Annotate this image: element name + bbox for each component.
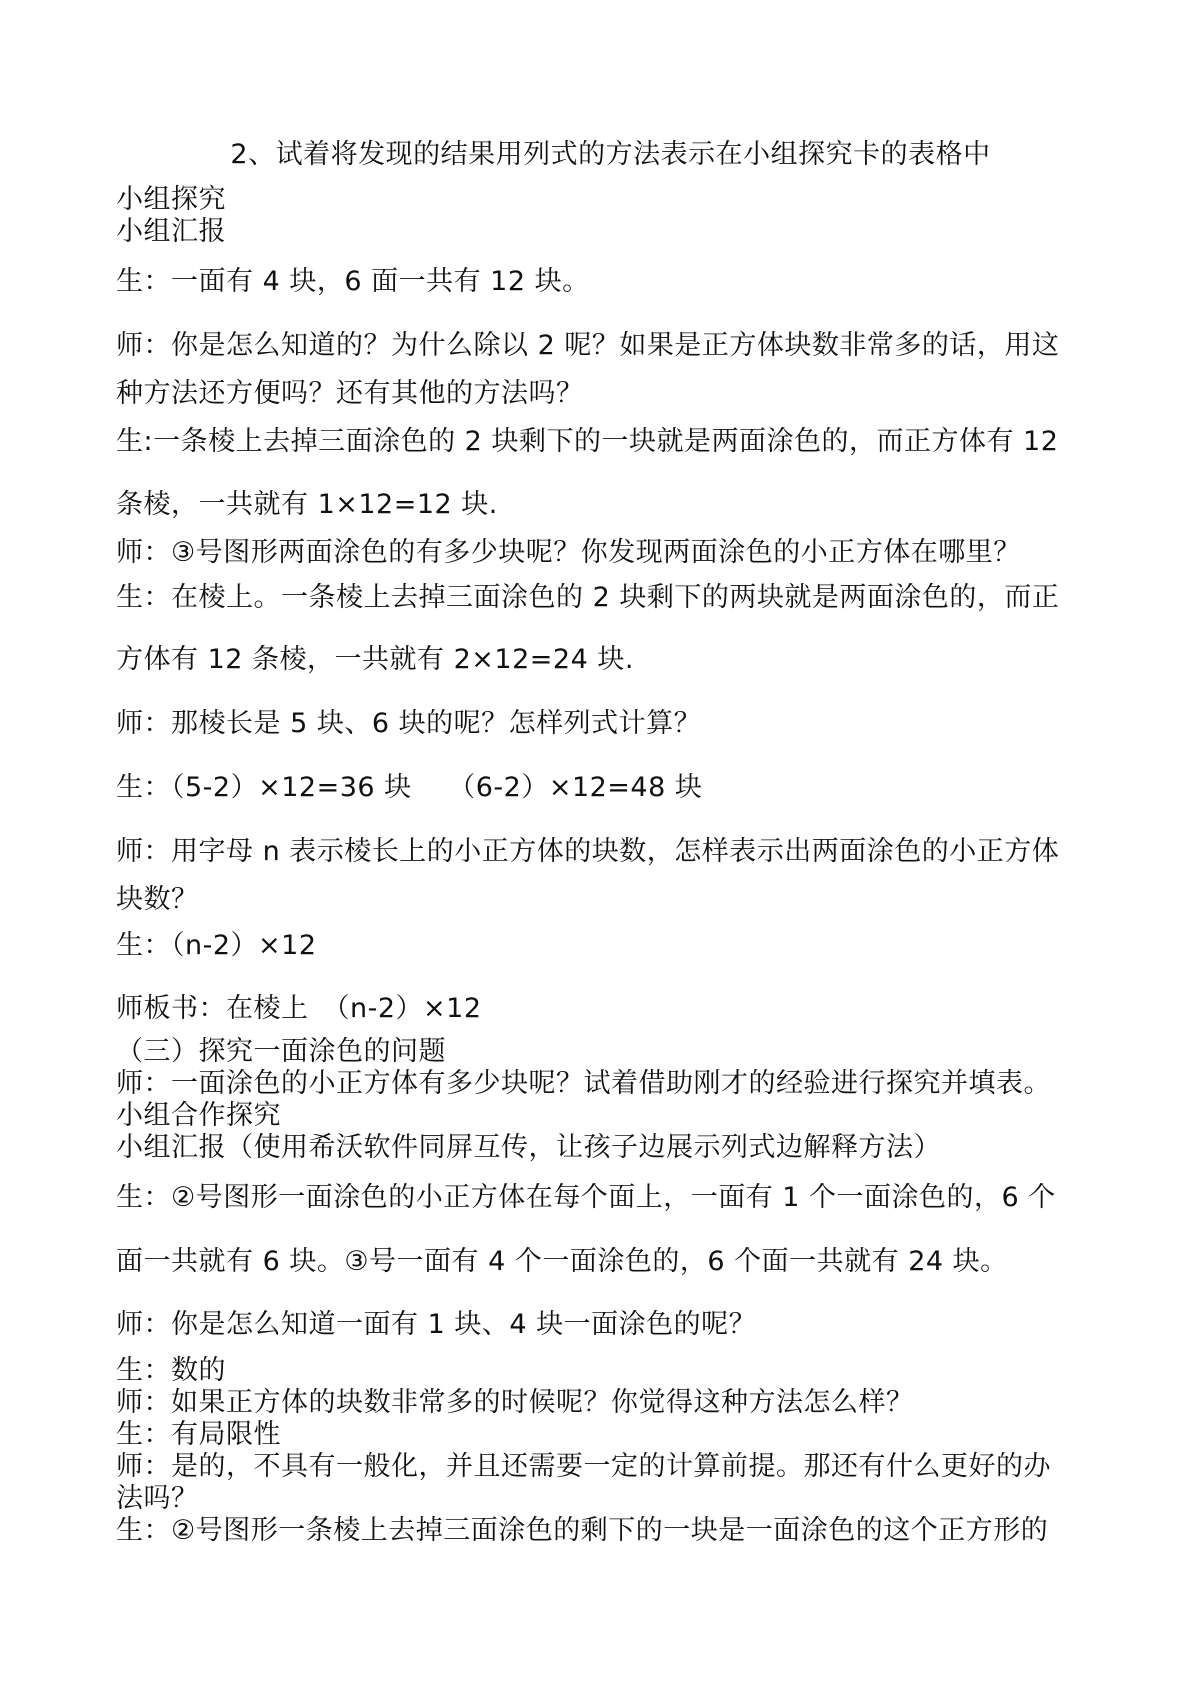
- text-line: 小组探究: [116, 184, 226, 215]
- text-line: 面一共就有 6 块。③号一面有 4 个一面涂色的，6 个面一共就有 24 块。: [116, 1246, 1008, 1277]
- text-line: 生：②号图形一面涂色的小正方体在每个面上，一面有 1 个一面涂色的，6 个: [116, 1182, 1056, 1213]
- text-line: 小组合作探究: [116, 1100, 281, 1131]
- text-line: 生：（5-2）×12=36 块 （6-2）×12=48 块: [116, 772, 703, 803]
- text-line: 生：在棱上。一条棱上去掉三面涂色的 2 块剩下的两块就是两面涂色的，而正: [116, 582, 1060, 613]
- text-line: 师：那棱长是 5 块、6 块的呢？怎样列式计算？: [116, 708, 702, 739]
- text-line: 师板书：在棱上 （n-2）×12: [116, 993, 482, 1024]
- text-line: 师：用字母 n 表示棱长上的小正方体的块数，怎样表示出两面涂色的小正方体: [116, 836, 1060, 867]
- text-line: 生：数的: [116, 1355, 226, 1386]
- text-line: 块数？: [116, 884, 199, 915]
- text-line: 种方法还方便吗？还有其他的方法吗？: [116, 378, 584, 409]
- text-line: 生：有局限性: [116, 1419, 281, 1450]
- text-line: 师：一面涂色的小正方体有多少块呢？试着借助刚才的经验进行探究并填表。: [116, 1068, 1051, 1099]
- text-line: （三）探究一面涂色的问题: [116, 1036, 446, 1067]
- text-line: 法吗？: [116, 1483, 199, 1514]
- text-line: 小组汇报（使用希沃软件同屏互传，让孩子边展示列式边解释方法）: [116, 1132, 941, 1163]
- text-line: 条棱，一共就有 1×12=12 块.: [116, 489, 498, 520]
- text-line: 师：如果正方体的块数非常多的时候呢？你觉得这种方法怎么样？: [116, 1387, 914, 1418]
- text-line: 师：③号图形两面涂色的有多少块呢？你发现两面涂色的小正方体在哪里？: [116, 537, 1021, 568]
- text-line: 生：一面有 4 块，6 面一共有 12 块。: [116, 266, 590, 297]
- text-line: 生：（n-2）×12: [116, 930, 317, 961]
- text-line: 生:一条棱上去掉三面涂色的 2 块剩下的一块就是两面涂色的，而正方体有 12: [116, 426, 1059, 457]
- text-line: 方体有 12 条棱，一共就有 2×12=24 块.: [116, 644, 634, 675]
- text-line: 小组汇报: [116, 216, 226, 247]
- text-line: 师：是的，不具有一般化，并且还需要一定的计算前提。那还有什么更好的办: [116, 1451, 1051, 1482]
- section-heading: 2、试着将发现的结果用列式的方法表示在小组探究卡的表格中: [230, 139, 991, 170]
- text-line: 师：你是怎么知道一面有 1 块、4 块一面涂色的呢？: [116, 1309, 757, 1340]
- text-line: 师：你是怎么知道的？为什么除以 2 呢？如果是正方体块数非常多的话，用这: [116, 330, 1060, 361]
- text-line: 生：②号图形一条棱上去掉三面涂色的剩下的一块是一面涂色的这个正方形的: [116, 1515, 1049, 1546]
